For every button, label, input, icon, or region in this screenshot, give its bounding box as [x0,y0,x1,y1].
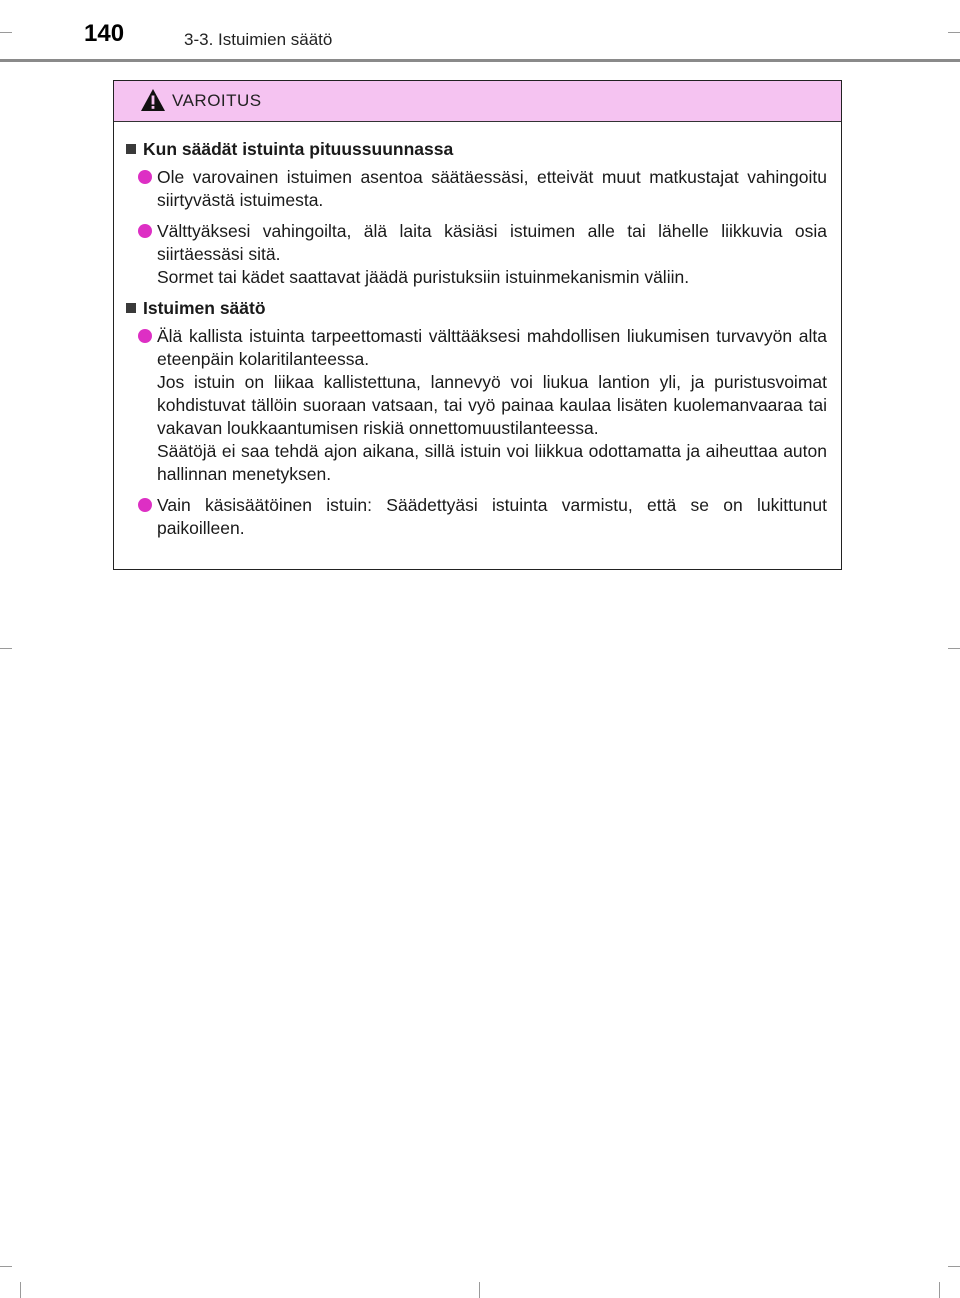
paragraph: Jos istuin on liikaa kallistettuna, lannevyö voi liukua lantion yli, ja puristusvoimat kohdistuvat tällöin suoraan vatsaan, tai vyö painaa kaulaa lisäten kuolemanvaaraa tai vakavan loukkaantumisen riskiä onnettomuustilanteessa. [157,372,827,438]
bullet-dot-icon [138,329,152,343]
crop-mark [948,1266,960,1267]
crop-mark [0,1266,12,1267]
page-header [0,0,960,49]
list-item [126,166,829,212]
list-item [126,494,829,540]
paragraph: Välttyäksesi vahingoilta, älä laita käsiäsi istuimen alle tai lähelle liikkuvia osia siirtäessäsi sitä. [157,221,827,264]
crop-mark [479,1282,480,1298]
crop-mark [948,648,960,649]
crop-mark [20,1282,21,1298]
subsection-heading-text: Istuimen säätö [143,298,266,318]
square-bullet-icon [126,303,136,313]
warning-header [114,81,841,122]
warning-box [113,80,842,570]
paragraph: Säätöjä ei saa tehdä ajon aikana, sillä istuin voi liikkua odottamatta ja aiheuttaa auton hallinnan menetyksen. [157,441,827,484]
paragraph: Vain käsisäätöinen istuin: Säädettyäsi istuinta varmistu, että se on lukittunut paikoilleen. [157,495,827,538]
section-title: 3-3. Istuimien säätö [184,30,333,49]
subsection-heading [126,138,829,160]
subsection-heading-text: Kun säädät istuinta pituussuunnassa [143,139,454,159]
crop-mark [0,32,12,33]
paragraph: Älä kallista istuinta tarpeettomasti välttääksesi mahdollisen liukumisen turvavyön alta eteenpäin kolaritilanteessa. [157,326,827,369]
warning-triangle-icon [140,88,166,112]
bullet-text [157,494,827,540]
subsection-seat-fore-aft [126,138,829,289]
list-item [126,220,829,289]
bullet-text [157,220,827,289]
bullet-dot-icon [138,224,152,238]
subsection-seat-adjustment [126,297,829,540]
crop-mark [0,648,12,649]
square-bullet-icon [126,144,136,154]
paragraph: Sormet tai kädet saattavat jäädä puristuksiin istuinmekanismin väliin. [157,267,690,287]
bullet-text [157,166,827,212]
header-rule [0,59,960,62]
bullet-dot-icon [138,498,152,512]
crop-mark [948,32,960,33]
bullet-text [157,325,827,486]
paragraph: Ole varovainen istuimen asentoa säätäessäsi, etteivät muut matkustajat vahingoitu siirtyvästä istuimesta. [157,167,827,210]
subsection-heading [126,297,829,319]
crop-mark [939,1282,940,1298]
page-number: 140 [84,20,125,47]
bullet-dot-icon [138,170,152,184]
warning-body [114,122,841,540]
warning-label: VAROITUS [172,91,262,110]
list-item [126,325,829,486]
